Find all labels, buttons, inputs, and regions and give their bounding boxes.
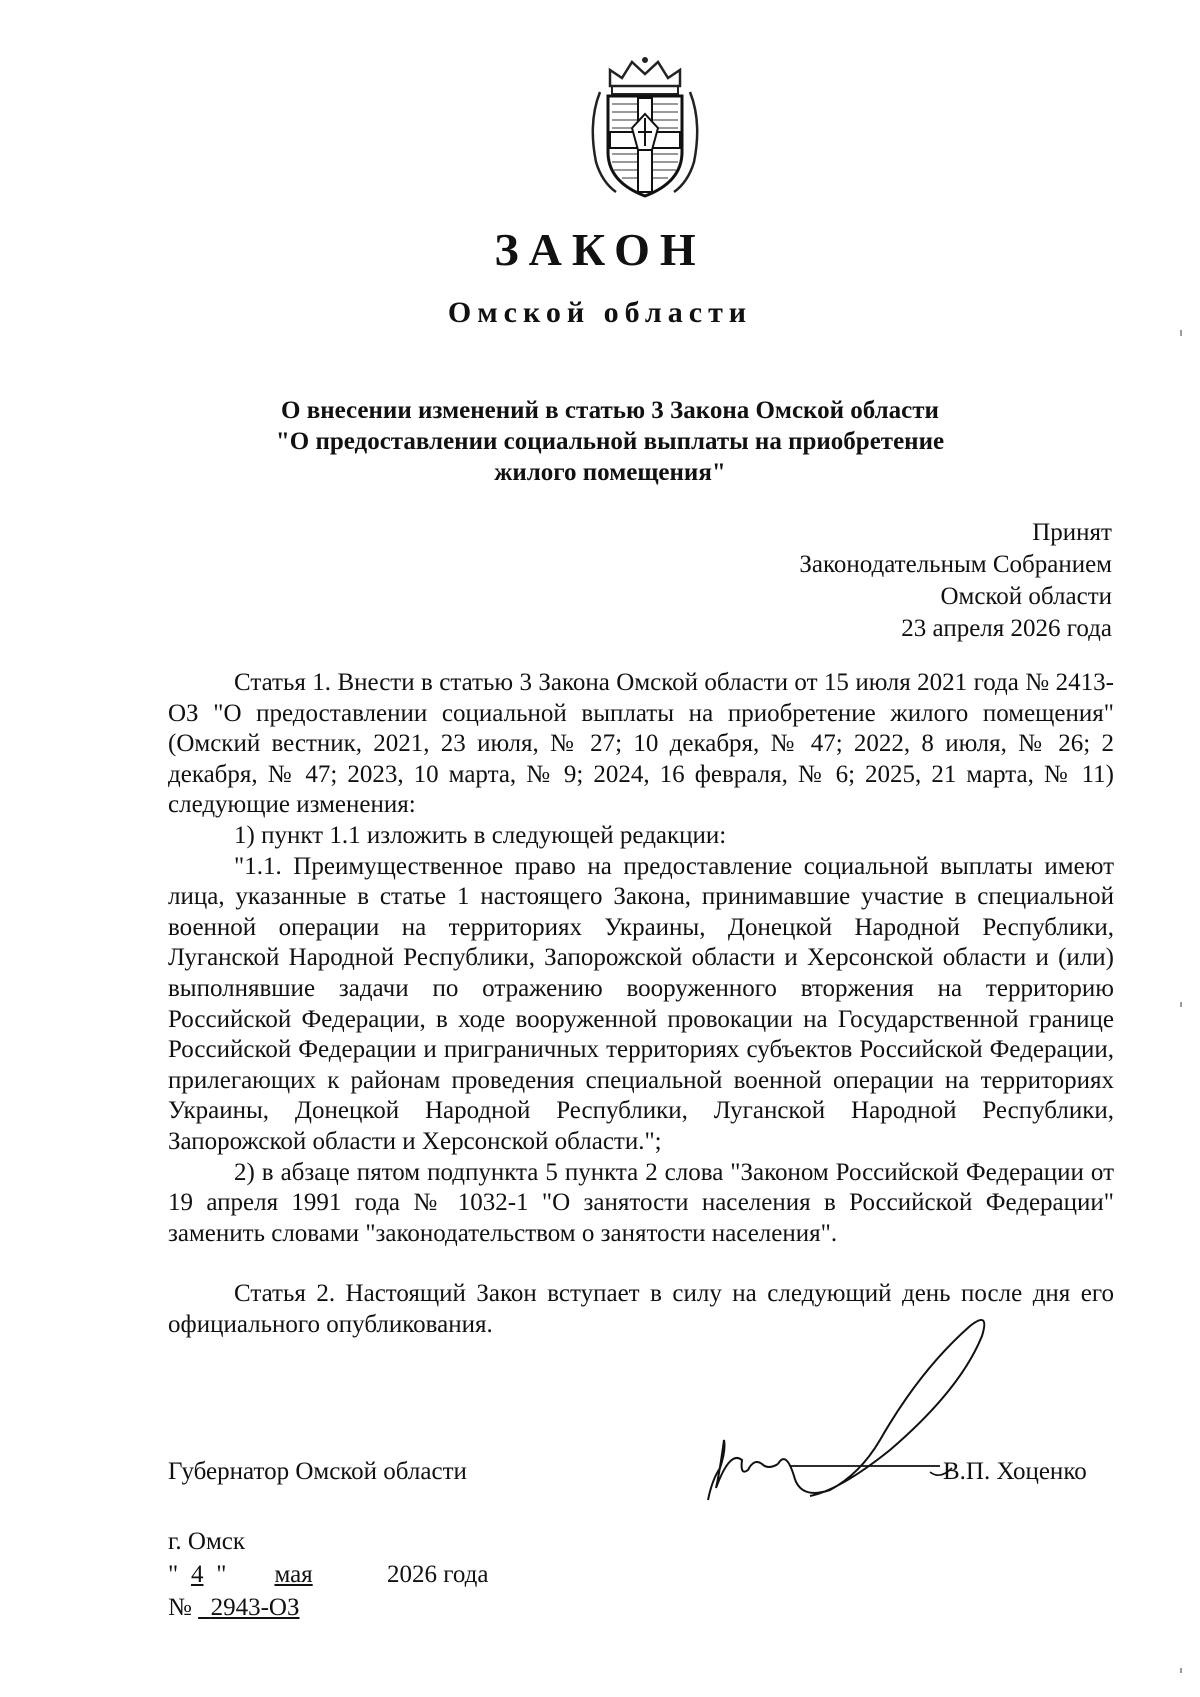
- adoption-date: 23 апреля 2026 года: [901, 615, 1112, 642]
- governor-title: Губернатор Омской области: [168, 1458, 467, 1485]
- date-year: 2026 года: [386, 1561, 489, 1588]
- law-name-line: О внесении изменений в статью 3 Закона Омской области: [281, 397, 939, 424]
- city: г. Омск: [168, 1528, 246, 1555]
- article-2: Статья 2. Настоящий Закон вступает в силу на следующий день после дня его официального опубликования.: [168, 1280, 1114, 1338]
- coat-of-arms-emblem: [582, 52, 708, 202]
- governor-name: В.П. Хоценко: [943, 1458, 1087, 1485]
- article-1: Статья 1. Внести в статью 3 Закона Омской области от 15 июля 2021 года № 2413-ОЗ "О предоставлении социальной выплаты на приобретение жилого помещения" (Омский вестник, 2021, 23 июля, № 27; 10 декабря, № 47; 2022, 8 июля, № 26; 2 декабря, № 47; 2023, 10 марта, № 9; 2024, 16 февраля, № 6; 2025, 21 марта, № 11) следующие изменения:: [168, 669, 1114, 819]
- adoption-line: Законодательным Собранием: [799, 551, 1112, 578]
- amendment-quote: "1.1. Преимущественное право на предоставление социальной выплаты имеют лица, указанные в статье 1 настоящего Закона, принимавшие участие в специальной военной операции на территориях Украины, Донецкой Народной Республики, Луганской Народной Республики, Запорожской области и Херсонской области и (или) выполнявшие задачи по отражению вооруженного вторжения на территорию Российской Федерации, в ходе вооруженной провокации на Государственной границе Российской Федерации и приграничных территориях субъектов Российской Федерации, прилегающих к районам проведения специальной военной операции на территориях Украины, Донецкой Народной Республики, Луганской Народной Республики, Запорожской области и Херсонской области.";: [168, 852, 1114, 1155]
- date-month: мая: [274, 1561, 313, 1588]
- adoption-line: Омской области: [940, 583, 1112, 610]
- adoption-line: Принят: [1032, 519, 1112, 546]
- date-day: 4: [190, 1561, 204, 1588]
- document-region: Омской области: [447, 296, 753, 329]
- scan-mark: [1180, 330, 1182, 336]
- law-number: № 2943-ОЗ: [168, 1594, 300, 1621]
- scan-mark: [1180, 1002, 1182, 1007]
- signing-date: " 4 " мая 2026 года: [168, 1558, 488, 1591]
- law-body: [168, 668, 1114, 1340]
- place-date-block: [168, 1525, 488, 1624]
- law-number-value: 2943-ОЗ: [210, 1594, 300, 1621]
- amendment-item-1: 1) пункт 1.1 изложить в следующей редакции:: [234, 821, 727, 849]
- law-name-line: жилого помещения": [494, 459, 726, 486]
- law-name: [200, 395, 1020, 488]
- handwritten-signature: [690, 1300, 1110, 1520]
- adoption-block: [799, 517, 1112, 645]
- amendment-item-2: 2) в абзаце пятом подпункта 5 пункта 2 слова "Законом Российской Федерации от 19 апреля 1991 года № 1032-1 "О занятости населения в Российской Федерации" заменить словами "законодательством о занятости населения".: [168, 1158, 1114, 1247]
- document-title: ЗАКОН: [494, 224, 706, 275]
- scan-mark: [1180, 1668, 1182, 1673]
- law-name-line: "О предоставлении социальной выплаты на приобретение: [275, 428, 945, 455]
